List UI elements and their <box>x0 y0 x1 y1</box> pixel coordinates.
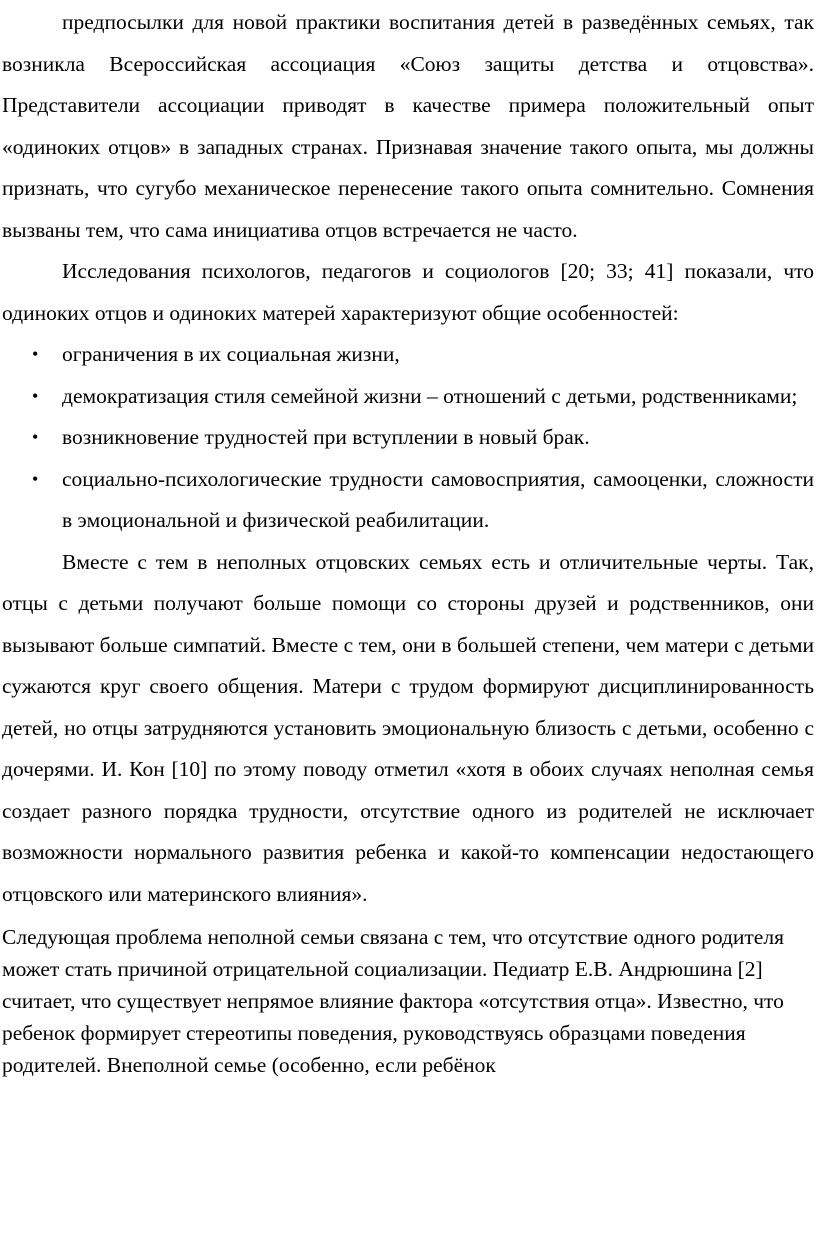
bullet-icon: • <box>32 468 39 489</box>
paragraph-2: Исследования психологов, педагогов и социологов [20; 33; 41] показали, что одиноких отцов и одиноких матерей характеризуют общие особенностей: <box>2 259 814 325</box>
bullet-icon: • <box>32 344 39 364</box>
list-item <box>2 376 814 418</box>
list-item-text: возникновение трудностей при вступлении в новый брак. <box>62 425 590 449</box>
list-item <box>2 334 814 376</box>
bullet-icon: • <box>32 385 39 406</box>
bullet-list <box>2 334 814 542</box>
list-item-text: демократизация стиля семейной жизни – отношений с детьми, родственниками; <box>62 383 798 408</box>
list-item <box>2 459 814 542</box>
bullet-icon: • <box>32 427 39 447</box>
list-item-text: социально-психологические трудности самовосприятия, самооценки, сложности в эмоциональной и физической реабилитации. <box>62 466 814 532</box>
paragraph-3: Вместе с тем в неполных отцовских семьях есть и отличительные черты. Так, отцы с детьми получают больше помощи со стороны друзей и родственников, они вызывают больше симпатий. Вместе с тем, они в большей степени, чем матери с детьми сужаются круг своего общения. Матери с трудом формируют дисциплинированность детей, но отцы затрудняются установить эмоциональную близость с детьми, особенно с дочерями. И. Кон [10] по этому поводу отметил «хотя в обоих случаях неполная семья создает разного порядка трудности, отсутствие одного из родителей не исключает возможности нормального развития ребенка и какой-то компенсации недостающего отцовского или материнского влияния». <box>2 549 814 906</box>
paragraph-1: предпосылки для новой практики воспитания детей в разведённых семьях, так возникла Всероссийская ассоциация «Союз защиты детства и отцовства». Представители ассоциации приводят в качестве примера положительный опыт «одиноких отцов» в западных странах. Признавая значение такого опыта, мы должны признать, что сугубо механическое перенесение такого опыта сомнительно. Сомнения вызваны тем, что сама инициатива отцов встречается не часто. <box>2 10 814 242</box>
list-item-text: ограничения в их социальная жизни, <box>62 342 400 366</box>
list-item <box>2 417 814 459</box>
paragraph-4: Следующая проблема неполной семьи связана с тем, что отсутствие одного родителя может стать причиной отрицательной социализации. Педиатр Е.В. Андрюшина [2] считает, что существует непрямое влияние фактора «отсутствия отца». Известно, что ребенок формирует стереотипы поведения, руководствуясь образцами поведения родителей. Внеполной семье (особенно, если ребёнок <box>2 925 784 1077</box>
